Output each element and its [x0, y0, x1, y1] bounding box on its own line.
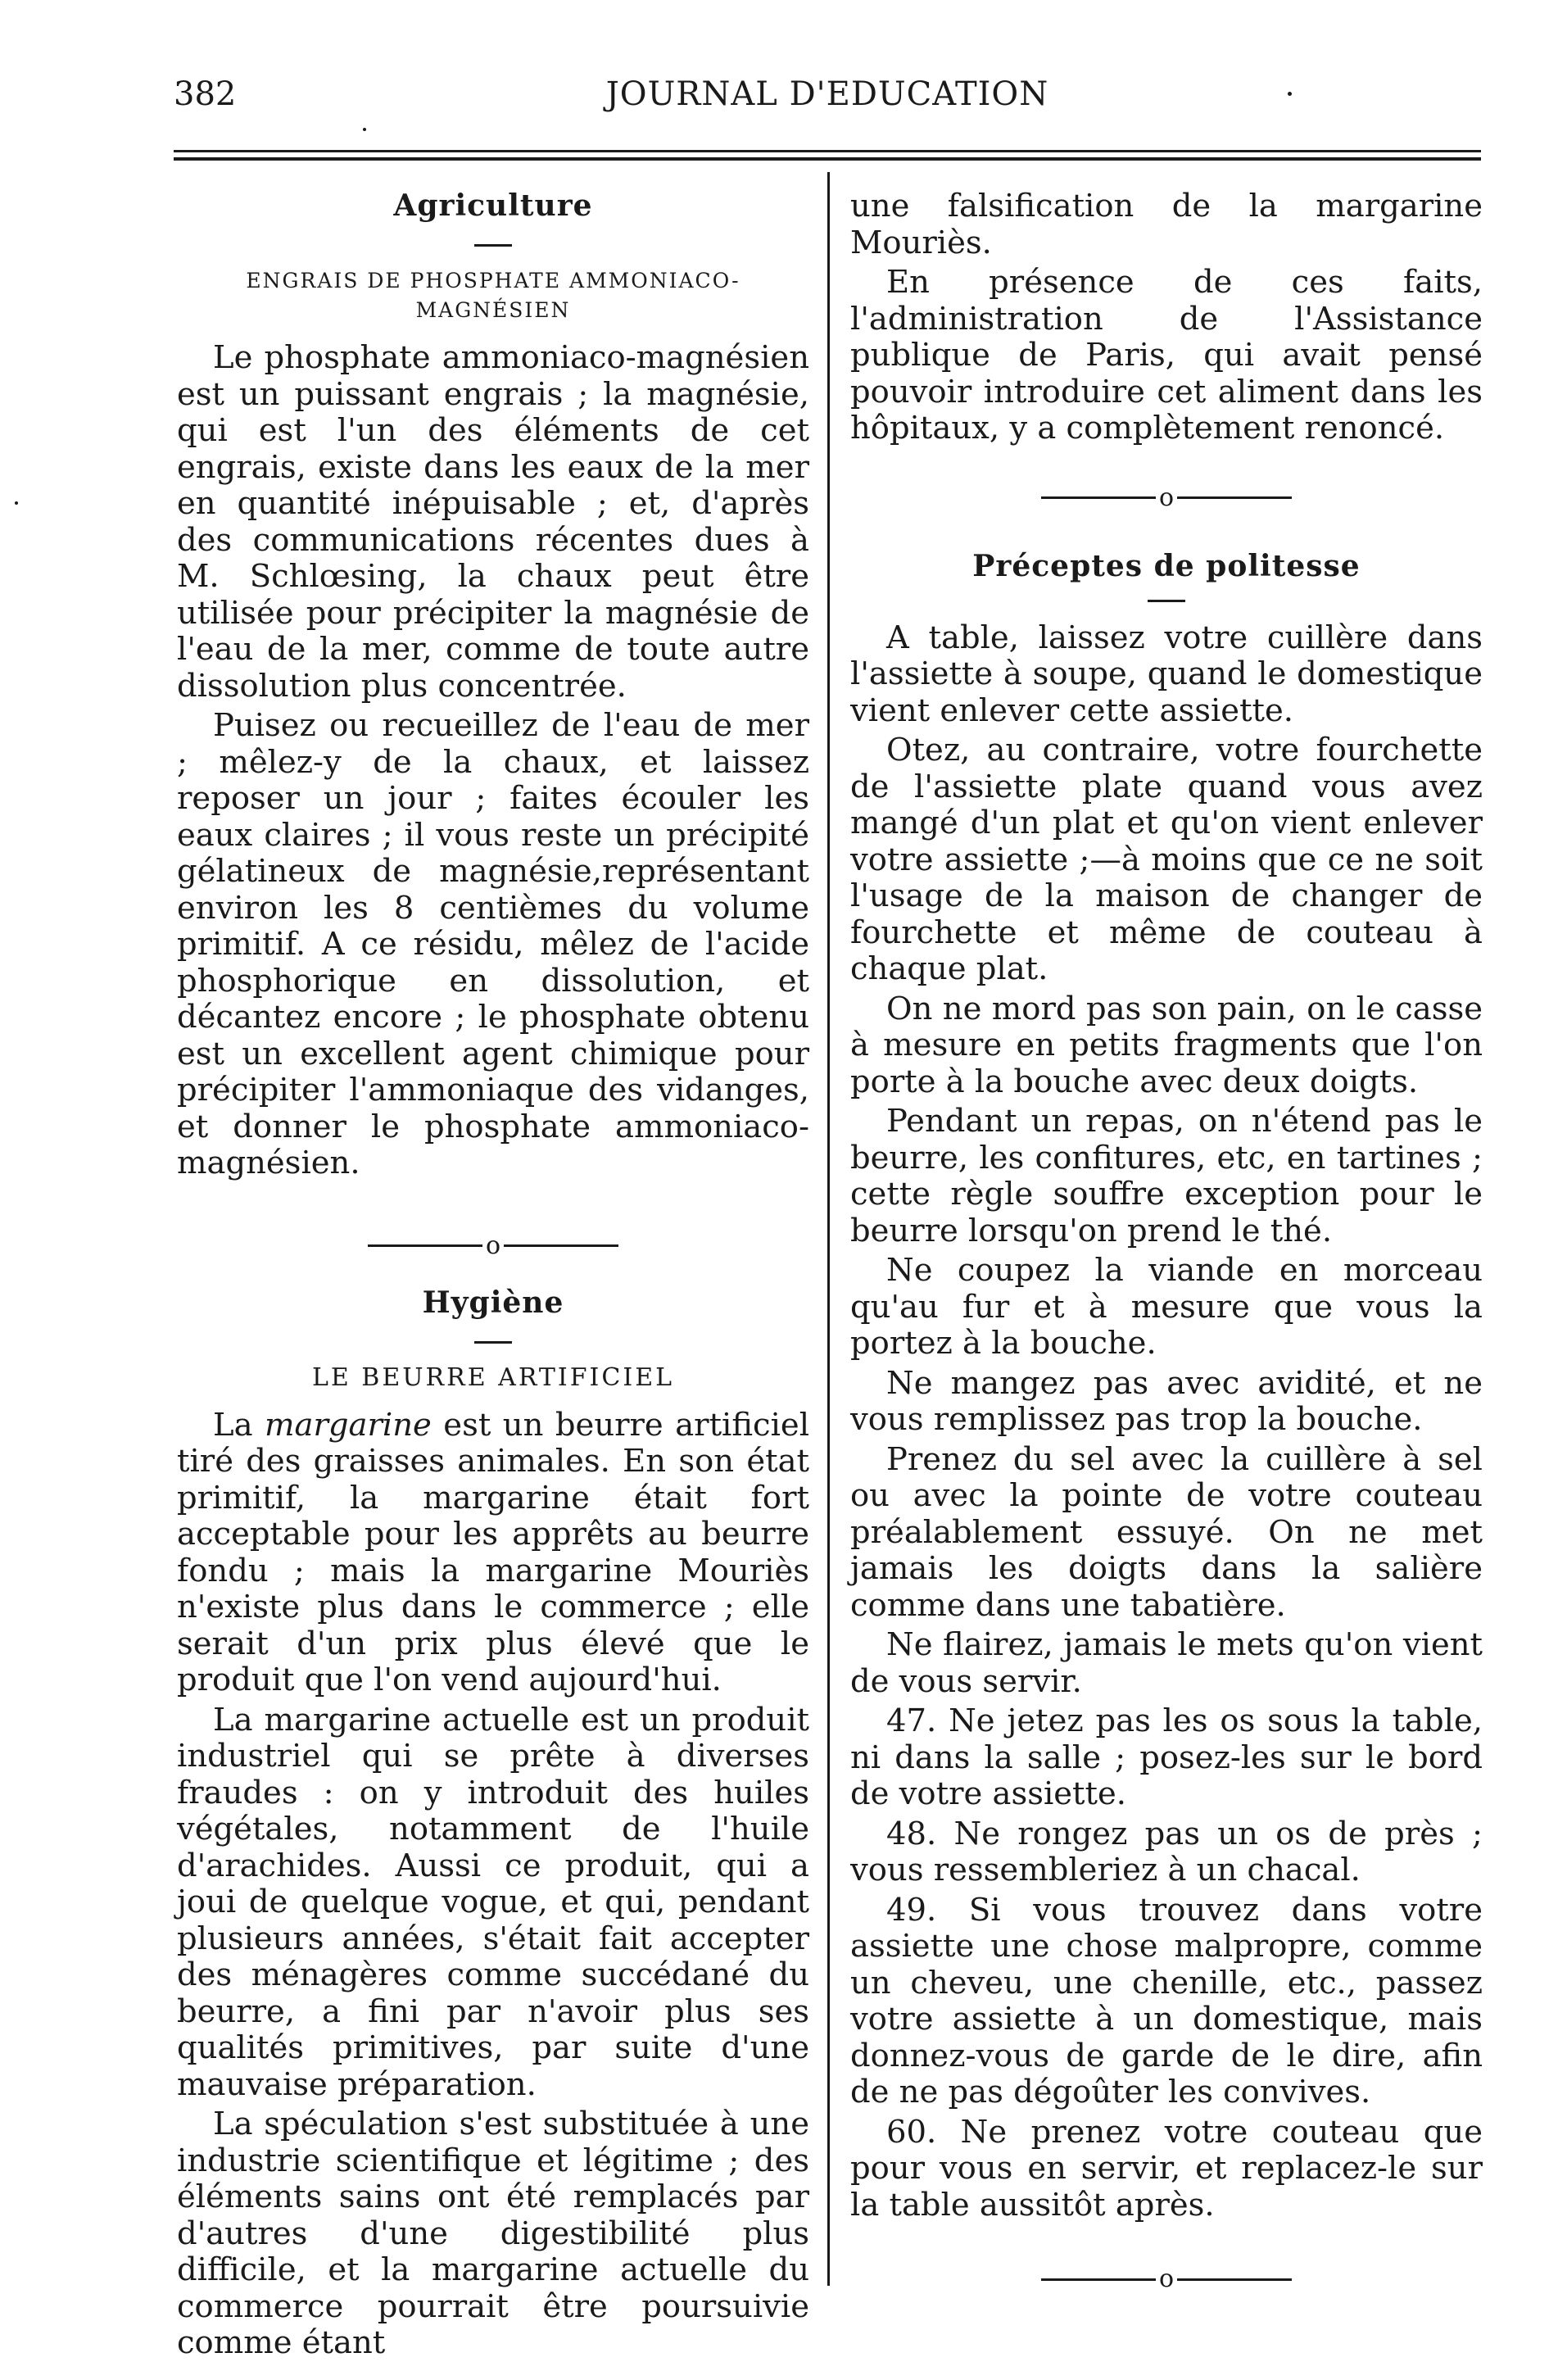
section-separator [177, 1228, 809, 1264]
paragraph: Ne flairez, jamais le mets qu'on vient de vous servir. [850, 1626, 1483, 1700]
title-dash [474, 1341, 512, 1344]
text-run: La [213, 1406, 265, 1444]
separator-line [504, 1244, 618, 1247]
paragraph: La spéculation s'est substituée à une industrie scientifique et légitime ; des éléments sains ont été remplacés par d'autres d'une digestibilité plus difficile, et la margarine actuelle du commerce pourrait être poursuivie comme étant [177, 2106, 809, 2361]
section-politesse [850, 549, 1483, 2224]
section-separator [850, 480, 1483, 516]
section-agriculture [177, 188, 809, 1182]
subtitle-line-2: MAGNÉSIEN [415, 298, 571, 322]
section-hygiene [177, 1285, 809, 2362]
separator-line [1177, 496, 1292, 499]
paragraph: 47. Ne jetez pas les os sous la table, ni dans la salle ; posez-les sur le bord de votre assiette. [850, 1702, 1483, 1812]
ink-speck [15, 501, 18, 505]
separator-glyph: o [485, 1231, 501, 1260]
paragraph: 60. Ne prenez votre couteau que pour vous en servir, et replacez-le sur la table aussitôt après. [850, 2113, 1483, 2224]
section-subtitle [177, 266, 809, 325]
section-title-agriculture: Agriculture [393, 188, 593, 223]
text-run: est un beurre artificiel tiré des graisses animales. En son état primitif, la margarine était fort acceptable pour les apprêts au beurre fondu ; mais la margarine Mouriès n'existe plus dans le commerce ; elle serait d'un prix plus élevé que le produit que l'on vend aujourd'hui. [177, 1406, 810, 1698]
paragraph: Otez, au contraire, votre fourchette de l'assiette plate quand vous avez mangé d'un plat et qu'on vient enlever votre assiette ;—à moins que ce ne soit l'usage de la maison de changer de fourchette et même de couteau à chaque plat. [850, 732, 1483, 987]
separator-line [1041, 2278, 1156, 2281]
paragraph: On ne mord pas son pain, on le casse à mesure en petits fragments que l'on porte à la bouche avec deux doigts. [850, 990, 1483, 1100]
separator-glyph: o [1158, 483, 1175, 512]
section-separator [850, 2261, 1483, 2297]
right-column [850, 188, 1483, 2297]
title-dash [474, 244, 512, 247]
section-title-politesse: Préceptes de politesse [972, 548, 1361, 583]
column-divider [827, 172, 830, 2286]
paragraph: A table, laissez votre cuillère dans l'assiette à soupe, quand le domestique vient enlever cette assiette. [850, 619, 1483, 729]
ink-speck [1288, 92, 1292, 96]
running-title: JOURNAL D'EDUCATION [605, 75, 1049, 113]
paragraph: Prenez du sel avec la cuillère à sel ou avec la pointe de votre couteau préalablement essuyé. On ne met jamais les doigts dans la salière comme dans une tabatière. [850, 1440, 1483, 1624]
header-rule-thin [174, 150, 1481, 152]
header-rule-thick [174, 157, 1481, 161]
paragraph: Ne coupez la viande en morceau qu'au fur et à mesure que vous la portez à la bouche. [850, 1252, 1483, 1362]
paragraph-continued: une falsification de la margarine Mouriès. [850, 188, 1483, 261]
paragraph: Ne mangez pas avec avidité, et ne vous remplissez pas trop la bouche. [850, 1364, 1483, 1438]
separator-line [1041, 496, 1156, 499]
paragraph: Puisez ou recueillez de l'eau de mer ; mêlez-y de la chaux, et laissez reposer un jour ; faites écouler les eaux claires ; il vous reste un précipité gélatineux de magnésie,représentant environ les 8 centièmes du volume primitif. A ce résidu, mêlez de l'acide phosphorique en dissolution, et décantez encore ; le phosphate obtenu est un excellent agent chimique pour précipiter l'ammoniaque des vidanges, et donner le phosphate ammoniaco-magnésien. [177, 707, 809, 1181]
paragraph: Pendant un repas, on n'étend pas le beurre, les confitures, etc, en tartines ; cette règle souffre exception pour le beurre lorsqu'on prend le thé. [850, 1103, 1483, 1249]
left-column [177, 188, 809, 2365]
paragraph: Le phosphate ammoniaco-magnésien est un puissant engrais ; la magnésie, qui est l'un des éléments de cet engrais, existe dans les eaux de la mer en quantité inépuisable ; et, d'après des communications récentes dues à M. Schlœsing, la chaux peut être utilisée pour précipiter la magnésie de l'eau de la mer, comme de toute autre dissolution plus concentrée. [177, 339, 809, 705]
separator-glyph: o [1158, 2264, 1175, 2293]
separator-line [368, 1244, 482, 1247]
separator-line [1177, 2278, 1292, 2281]
paragraph: 49. Si vous trouvez dans votre assiette une chose malpropre, comme un cheveu, une chenille, etc., passez votre assiette à un domestique, mais donnez-vous de garde de le dire, afin de ne pas dégoûter les convives. [850, 1891, 1483, 2110]
paragraph [177, 1408, 809, 1699]
italic-term: margarine [265, 1406, 432, 1444]
ink-speck [363, 128, 366, 131]
page-number: 382 [174, 75, 237, 113]
paragraph: En présence de ces faits, l'administration de l'Assistance publique de Paris, qui avait pensé pouvoir introduire cet aliment dans les hôpitaux, y a complètement renoncé. [850, 264, 1483, 447]
section-title-hygiene: Hygiène [422, 1285, 564, 1320]
page-header [174, 75, 1481, 125]
paragraph: 48. Ne rongez pas un os de près ; vous ressembleriez à un chacal. [850, 1815, 1483, 1888]
title-dash [1148, 600, 1185, 602]
section-subtitle: LE BEURRE ARTIFICIEL [311, 1362, 675, 1392]
subtitle-line-1: ENGRAIS DE PHOSPHATE AMMONIACO- [246, 269, 740, 292]
paragraph: La margarine actuelle est un produit industriel qui se prête à diverses fraudes : on y introduit des huiles végétales, notamment de l'huile d'arachides. Aussi ce produit, qui a joui de quelque vogue, et qui, pendant plusieurs années, s'était fait accepter des ménagères comme succédané du beurre, a fini par n'avoir plus ses qualités primitives, par suite d'une mauvaise préparation. [177, 1701, 809, 2103]
